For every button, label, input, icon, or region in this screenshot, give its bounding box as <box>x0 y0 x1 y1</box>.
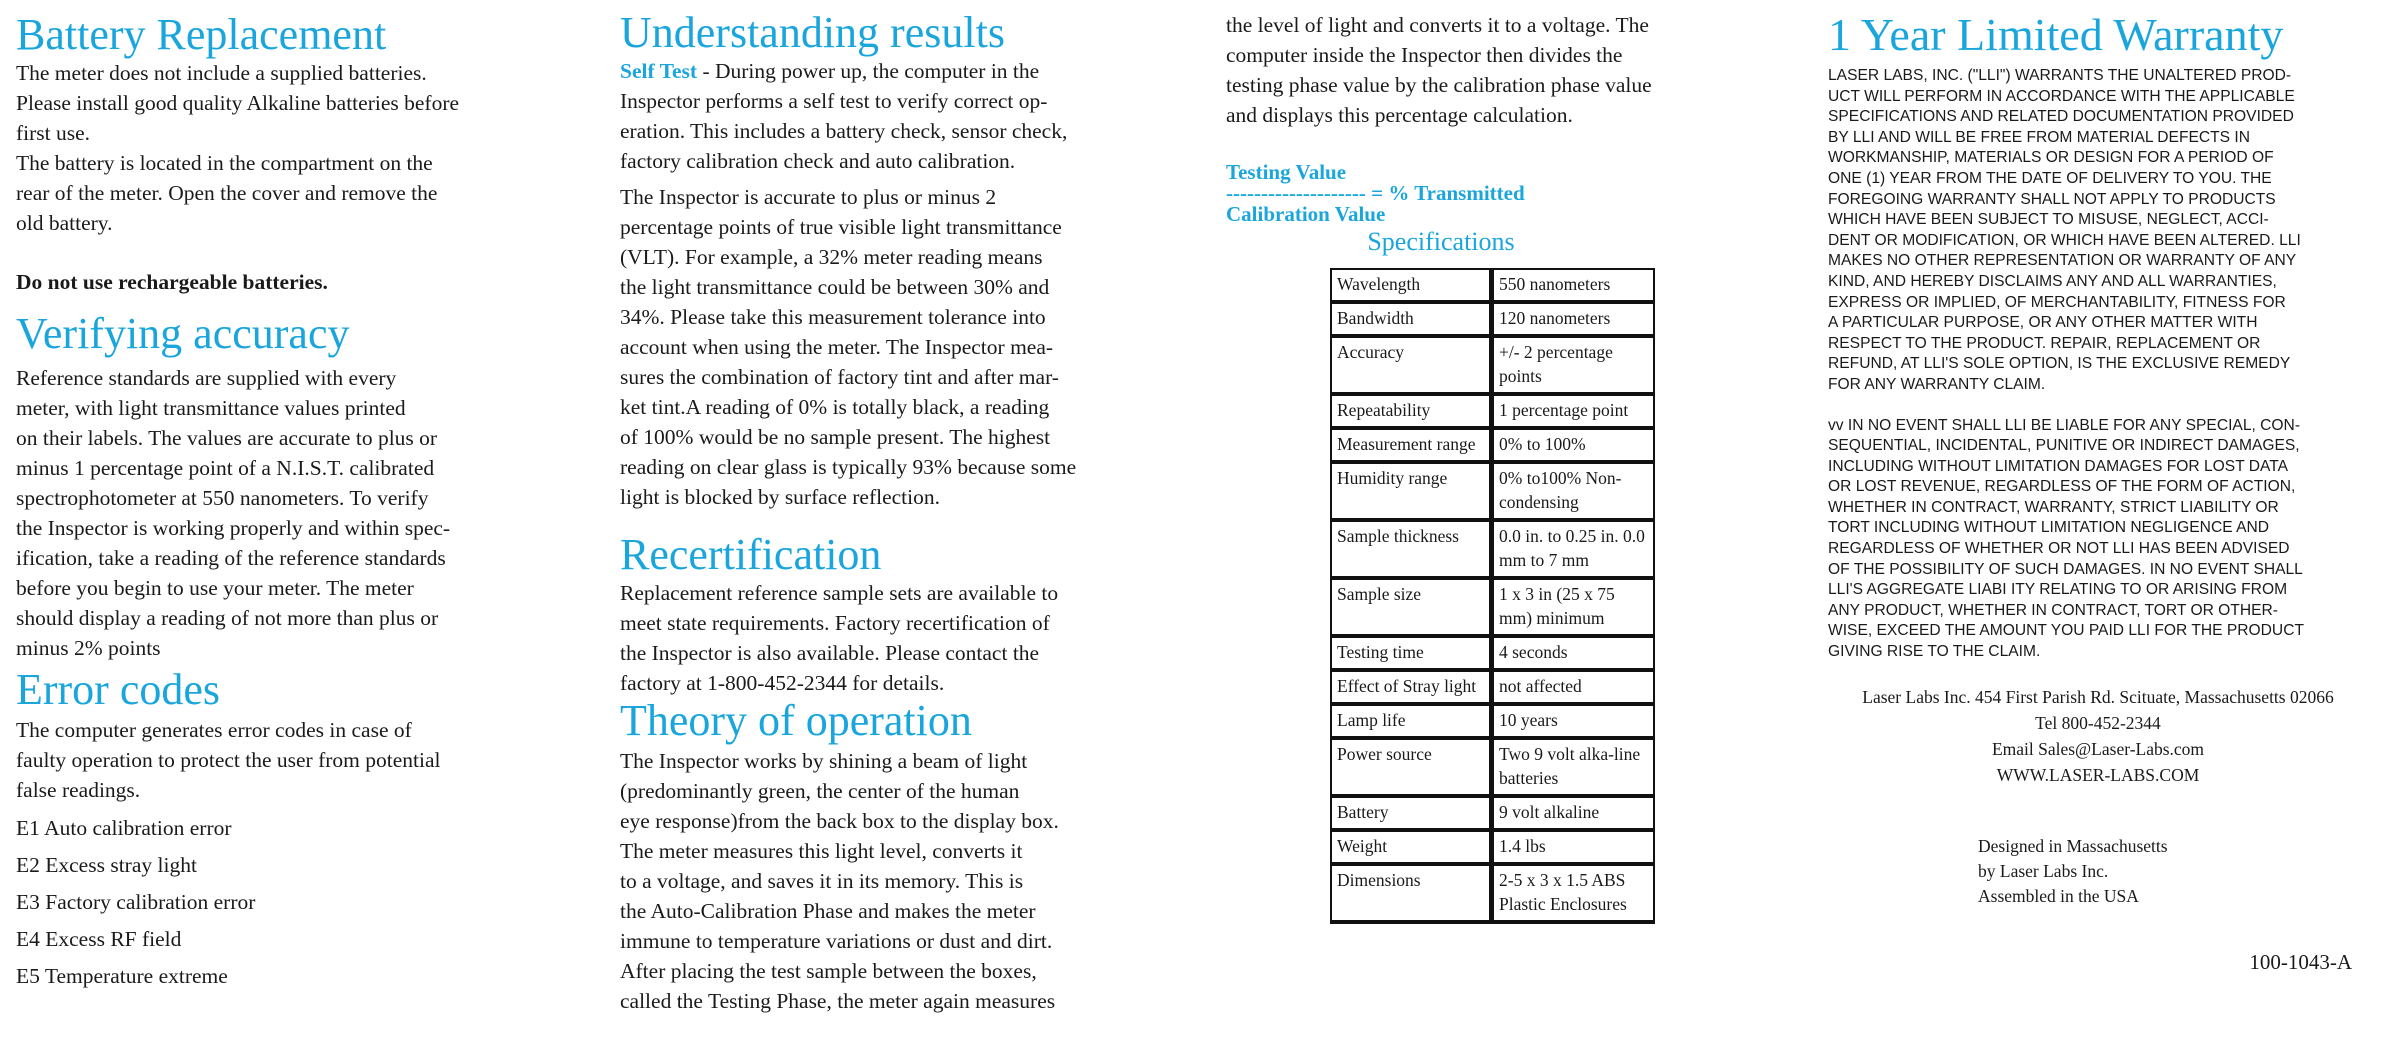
errors-text <box>16 715 546 805</box>
spec-row <box>1331 738 1654 796</box>
error-code-list <box>16 813 546 991</box>
theory-line: (predominantly green, the center of the human <box>620 779 1020 803</box>
battery-text <box>16 58 546 238</box>
theory-line: testing phase value by the calibration phase value <box>1226 73 1652 97</box>
spec-value: 1 x 3 in (25 x 75 mm) minimum <box>1492 578 1655 636</box>
verifying-line: should display a reading of not more than plus or <box>16 606 439 630</box>
accuracy-line: ket tint.A reading of 0% is totally black, a reading <box>620 395 1050 419</box>
spec-label: Battery <box>1331 796 1492 830</box>
accuracy-line: light is blocked by surface reflection. <box>620 485 941 509</box>
warranty-paragraph-2 <box>1828 416 2368 663</box>
verifying-line: on their labels. The values are accurate to plus or <box>16 426 438 450</box>
spec-value: 9 volt alkaline <box>1492 796 1655 830</box>
design-line: by Laser Labs Inc. <box>1978 861 2109 881</box>
battery-heading: Battery Replacement <box>16 10 387 59</box>
column-4 <box>1828 0 2368 974</box>
design-line: Assembled in the USA <box>1978 886 2139 906</box>
warranty-line: MAKES NO OTHER REPRESENTATION OR WARRANTY OF ANY <box>1828 252 2297 270</box>
self-test-label: Self Test <box>620 59 698 83</box>
transmission-formula <box>1226 162 1746 225</box>
column-1 <box>16 0 546 998</box>
accuracy-line: of 100% would be no sample present. The highest <box>620 425 1051 449</box>
recert-line: Replacement reference sample sets are available to <box>620 581 1059 605</box>
warranty-line: INCLUDING WITHOUT LIMITATION DAMAGES FOR LOST DATA <box>1828 457 2289 475</box>
warranty-line: WISE, EXCEED THE AMOUNT YOU PAID LLI FOR THE PRODUCT <box>1828 622 2304 640</box>
error-code-item: E2 Excess stray light <box>16 853 197 877</box>
battery-line: The battery is located in the compartment on the <box>16 151 433 175</box>
error-code-item: E4 Excess RF field <box>16 927 182 951</box>
errors-line: The computer generates error codes in case of <box>16 718 412 742</box>
verifying-line: spectrophotometer at 550 nanometers. To verify <box>16 486 429 510</box>
self-test-line: factory calibration check and auto calibration. <box>620 149 1016 173</box>
contact-address: Laser Labs Inc. 454 First Parish Rd. Scituate, Massachusetts 02066 <box>1862 687 2334 707</box>
warranty-line: BY LLI AND WILL BE FREE FROM MATERIAL DEFECTS IN <box>1828 128 2250 146</box>
spec-row <box>1331 336 1654 394</box>
verifying-line: the Inspector is working properly and within spec- <box>16 516 451 540</box>
errors-line: faulty operation to protect the user from potential <box>16 748 441 772</box>
accuracy-line: 34%. Please take this measurement tolerance into <box>620 305 1046 329</box>
spec-label: Effect of Stray light <box>1331 670 1492 704</box>
specifications-title: Specifications <box>1367 227 1515 256</box>
verifying-line: minus 1 percentage point of a N.I.S.T. calibrated <box>16 456 435 480</box>
warranty-line: OR LOST REVENUE, REGARDLESS OF THE FORM OF ACTION, <box>1828 478 2296 496</box>
self-test-text <box>620 56 1160 176</box>
spec-label: Repeatability <box>1331 394 1492 428</box>
battery-warning: Do not use rechargeable batteries. <box>16 270 328 294</box>
theory-line: the Auto-Calibration Phase and makes the meter <box>620 899 1036 923</box>
verifying-heading: Verifying accuracy <box>16 309 350 358</box>
formula-numerator: Testing Value <box>1226 160 1347 184</box>
spec-value: not affected <box>1492 670 1655 704</box>
verifying-line: minus 2% points <box>16 636 161 660</box>
spec-label: Accuracy <box>1331 336 1492 394</box>
battery-line: The meter does not include a supplied batteries. <box>16 61 427 85</box>
formula-denominator: Calibration Value <box>1226 202 1386 226</box>
warranty-line: REGARDLESS OF WHETHER OR NOT LLI HAS BEEN ADVISED <box>1828 540 2290 558</box>
theory-line: the level of light and converts it to a voltage. The <box>1226 13 1649 37</box>
warranty-line: EXPRESS OR IMPLIED, OF MERCHANTABILITY, FITNESS FOR <box>1828 293 2286 311</box>
accuracy-line: reading on clear glass is typically 93% because some <box>620 455 1077 479</box>
warranty-line: WORKMANSHIP, MATERIALS OR DESIGN FOR A PERIOD OF <box>1828 149 2274 167</box>
spec-value: +/- 2 percentage points <box>1492 336 1655 394</box>
recert-line: factory at 1-800-452-2344 for details. <box>620 671 945 695</box>
warranty-line: A PARTICULAR PURPOSE, OR ANY OTHER MATTER WITH <box>1828 314 2258 332</box>
understanding-heading: Understanding results <box>620 8 1005 57</box>
contact-block <box>1828 684 2368 788</box>
warranty-line: GIVING RISE TO THE CLAIM. <box>1828 643 2041 661</box>
error-code-item: E5 Temperature extreme <box>16 964 228 988</box>
warranty-line: SEQUENTIAL, INCIDENTAL, PUNITIVE OR INDIRECT DAMAGES, <box>1828 437 2300 455</box>
spec-label: Testing time <box>1331 636 1492 670</box>
spec-row <box>1331 520 1654 578</box>
spec-value: 1 percentage point <box>1492 394 1655 428</box>
spec-value: 1.4 lbs <box>1492 830 1655 864</box>
theory-line: The meter measures this light level, converts it <box>620 839 1023 863</box>
spec-row <box>1331 636 1654 670</box>
theory-line: to a voltage, and saves it in its memory. This is <box>620 869 1024 893</box>
recert-text <box>620 578 1160 698</box>
spec-row <box>1331 796 1654 830</box>
error-code-item: E1 Auto calibration error <box>16 816 232 840</box>
theory-line: called the Testing Phase, the meter again measures <box>620 989 1056 1013</box>
battery-line: Please install good quality Alkaline batteries before <box>16 91 460 115</box>
recert-line: meet state requirements. Factory recertification of <box>620 611 1050 635</box>
spec-value: 0.0 in. to 0.25 in. 0.0 mm to 7 mm <box>1492 520 1655 578</box>
contact-email: Email Sales@Laser-Labs.com <box>1991 739 2205 759</box>
spec-value: 10 years <box>1492 704 1655 738</box>
warranty-line: ONE (1) YEAR FROM THE DATE OF DELIVERY TO YOU. THE <box>1828 169 2272 187</box>
column-3 <box>1226 0 1746 914</box>
warranty-line: TORT INCLUDING WITHOUT LIMITATION NEGLIGENCE AND <box>1828 519 2270 537</box>
spec-label: Sample thickness <box>1331 520 1492 578</box>
self-test-first-line <box>620 56 1160 86</box>
contact-website: WWW.LASER-LABS.COM <box>1996 765 2200 785</box>
accuracy-line: the light transmittance could be between 30% and <box>620 275 1050 299</box>
error-code-item: E3 Factory calibration error <box>16 890 256 914</box>
spec-row <box>1331 704 1654 738</box>
spec-label: Sample size <box>1331 578 1492 636</box>
theory-line: The Inspector works by shining a beam of light <box>620 749 1028 773</box>
warranty-line: UCT WILL PERFORM IN ACCORDANCE WITH THE APPLICABLE <box>1828 87 2295 105</box>
verifying-line: meter, with light transmittance values printed <box>16 396 406 420</box>
spec-value: 0% to 100% <box>1492 428 1655 462</box>
formula-bar: -------------------- = % Transmitted <box>1226 181 1525 205</box>
specifications-body <box>1331 269 1654 922</box>
design-credit <box>1978 834 2168 909</box>
spec-value: 4 seconds <box>1492 636 1655 670</box>
theory-line: After placing the test sample between the boxes, <box>620 959 1037 983</box>
warranty-line: KIND, AND HEREBY DISCLAIMS ANY AND ALL WARRANTIES, <box>1828 272 2277 290</box>
verifying-text <box>16 363 546 663</box>
warranty-line: DENT OR MODIFICATION, OR WHICH HAVE BEEN ALTERED. LLI <box>1828 231 2301 249</box>
theory-text <box>620 746 1160 1016</box>
accuracy-text <box>620 182 1160 512</box>
warranty-line: OF THE POSSIBILITY OF SUCH DAMAGES. IN NO EVENT SHALL <box>1828 560 2303 578</box>
spec-row <box>1331 830 1654 864</box>
warranty-line: LLI'S AGGREGATE LIABI ITY RELATING TO OR ARISING FROM <box>1828 581 2288 599</box>
errors-line: false readings. <box>16 778 141 802</box>
spec-row <box>1331 864 1654 922</box>
theory-line: computer inside the Inspector then divides the <box>1226 43 1623 67</box>
spec-label: Power source <box>1331 738 1492 796</box>
spec-row <box>1331 302 1654 336</box>
accuracy-line: account when using the meter. The Inspector mea- <box>620 335 1054 359</box>
verifying-line: Reference standards are supplied with every <box>16 366 397 390</box>
accuracy-line: (VLT). For example, a 32% meter reading means <box>620 245 1043 269</box>
spec-label: Bandwidth <box>1331 302 1492 336</box>
self-test-line: eration. This includes a battery check, sensor check, <box>620 119 1068 143</box>
specifications-table <box>1330 268 1655 924</box>
warranty-line: ANY PRODUCT, WHETHER IN CONTRACT, TORT OR OTHER- <box>1828 601 2278 619</box>
spec-label: Weight <box>1331 830 1492 864</box>
warranty-line: WHETHER IN CONTRACT, WARRANTY, STRICT LIABILITY OR <box>1828 498 2279 516</box>
spec-value: Two 9 volt alka-line batteries <box>1492 738 1655 796</box>
warranty-paragraph-1 <box>1828 66 2368 396</box>
self-test-line: Inspector performs a self test to verify correct op- <box>620 89 1048 113</box>
self-test-lead: - During power up, the computer in the <box>697 59 1040 83</box>
battery-line: rear of the meter. Open the cover and remove the <box>16 181 438 205</box>
warranty-line: vv IN NO EVENT SHALL LLI BE LIABLE FOR ANY SPECIAL, CON- <box>1828 416 2301 434</box>
accuracy-line: sures the combination of factory tint and after mar- <box>620 365 1059 389</box>
spec-label: Humidity range <box>1331 462 1492 520</box>
warranty-line: FOREGOING WARRANTY SHALL NOT APPLY TO PRODUCTS <box>1828 190 2276 208</box>
warranty-line: LASER LABS, INC. ("LLI") WARRANTS THE UNALTERED PROD- <box>1828 67 2292 84</box>
spec-value: 0% to100% Non-condensing <box>1492 462 1655 520</box>
spec-row <box>1331 394 1654 428</box>
theory-line: eye response)from the back box to the display box. <box>620 809 1059 833</box>
spec-label: Dimensions <box>1331 864 1492 922</box>
part-number: 100-1043-A <box>2249 950 2352 974</box>
verifying-line: before you begin to use your meter. The meter <box>16 576 414 600</box>
recert-heading: Recertification <box>620 530 882 579</box>
warranty-line: WHICH HAVE BEEN SUBJECT TO MISUSE, NEGLECT, ACCI- <box>1828 211 2269 229</box>
theory-continued <box>1226 10 1746 130</box>
theory-line: and displays this percentage calculation. <box>1226 103 1573 127</box>
column-2 <box>620 0 1160 1016</box>
battery-line: old battery. <box>16 211 113 235</box>
errors-heading: Error codes <box>16 665 221 714</box>
spec-label: Wavelength <box>1331 269 1492 302</box>
warranty-line: RESPECT TO THE PRODUCT. REPAIR, REPLACEMENT OR <box>1828 334 2261 352</box>
spec-label: Measurement range <box>1331 428 1492 462</box>
spec-row <box>1331 462 1654 520</box>
recert-line: the Inspector is also available. Please contact the <box>620 641 1040 665</box>
warranty-title: 1 Year Limited Warranty <box>1828 9 2284 60</box>
spec-value: 2-5 x 3 x 1.5 ABS Plastic Enclosures <box>1492 864 1655 922</box>
theory-heading: Theory of operation <box>620 696 972 745</box>
warranty-line: FOR ANY WARRANTY CLAIM. <box>1828 375 2046 393</box>
spec-label: Lamp life <box>1331 704 1492 738</box>
accuracy-line: The Inspector is accurate to plus or minus 2 <box>620 185 997 209</box>
spec-row <box>1331 428 1654 462</box>
design-line: Designed in Massachusetts <box>1978 836 2168 856</box>
warranty-line: SPECIFICATIONS AND RELATED DOCUMENTATION PROVIDED <box>1828 108 2294 126</box>
verifying-line: ification, take a reading of the reference standards <box>16 546 446 570</box>
spec-row <box>1331 670 1654 704</box>
battery-line: first use. <box>16 121 91 145</box>
accuracy-line: percentage points of true visible light transmittance <box>620 215 1062 239</box>
spec-row <box>1331 578 1654 636</box>
contact-phone: Tel 800-452-2344 <box>2035 713 2161 733</box>
warranty-line: REFUND, AT LLI'S SOLE OPTION, IS THE EXCLUSIVE REMEDY <box>1828 355 2291 373</box>
spec-value: 120 nanometers <box>1492 302 1655 336</box>
spec-row <box>1331 269 1654 302</box>
spec-value: 550 nanometers <box>1492 269 1655 302</box>
theory-line: immune to temperature variations or dust and dirt. <box>620 929 1053 953</box>
